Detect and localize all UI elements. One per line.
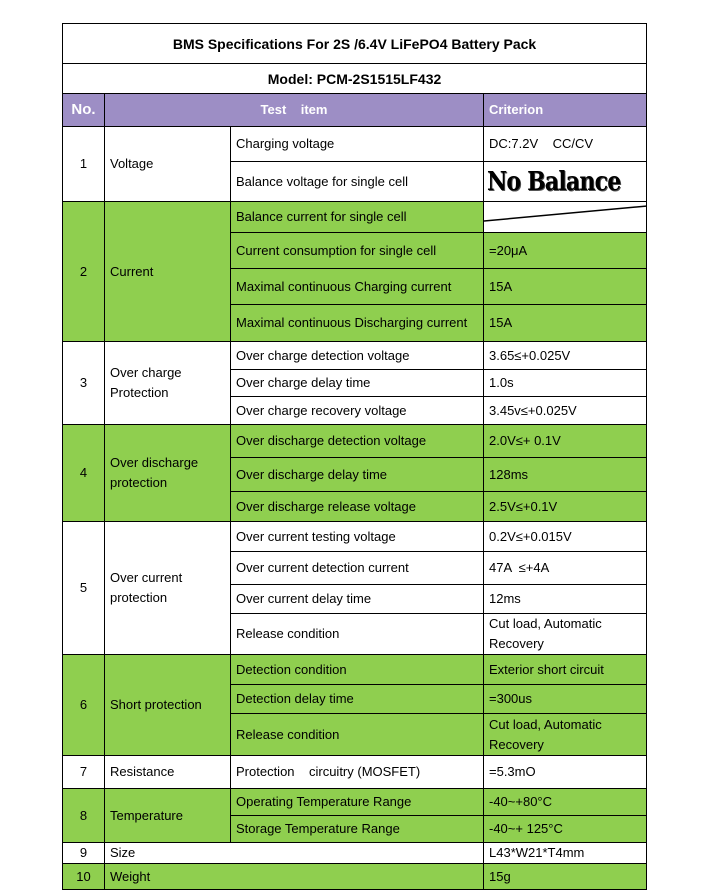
- test-item: Over current delay time: [231, 585, 484, 614]
- criterion: 12ms: [484, 585, 647, 614]
- row-number: 2: [63, 202, 105, 342]
- criterion: =20μA: [484, 233, 647, 269]
- model-label: Model: PCM-2S1515LF432: [63, 64, 647, 94]
- criterion: 47A ≤+4A: [484, 552, 647, 585]
- criterion: 15A: [484, 269, 647, 305]
- category-weight: Weight: [105, 864, 484, 890]
- criterion: 3.45v≤+0.025V: [484, 397, 647, 425]
- test-item: Storage Temperature Range: [231, 816, 484, 843]
- test-item: Protection circuitry (MOSFET): [231, 756, 484, 789]
- row-number: 9: [63, 843, 105, 864]
- row-number: 3: [63, 342, 105, 425]
- category-short-protection: Short protection: [105, 655, 231, 756]
- row-number: 6: [63, 655, 105, 756]
- criterion: 0.2V≤+0.015V: [484, 522, 647, 552]
- test-item: Detection condition: [231, 655, 484, 685]
- no-balance-stamp: No Balance: [484, 162, 647, 202]
- criterion: 128ms: [484, 458, 647, 492]
- test-item: Over charge detection voltage: [231, 342, 484, 370]
- test-item: Over charge recovery voltage: [231, 397, 484, 425]
- test-item: Over current detection current: [231, 552, 484, 585]
- test-item: Over current testing voltage: [231, 522, 484, 552]
- test-item: Detection delay time: [231, 685, 484, 714]
- category-size: Size: [105, 843, 484, 864]
- criterion: =300us: [484, 685, 647, 714]
- test-item: Balance voltage for single cell: [231, 162, 484, 202]
- row-number: 8: [63, 789, 105, 843]
- row-number: 1: [63, 127, 105, 202]
- test-item: Over discharge delay time: [231, 458, 484, 492]
- criterion: Cut load, Automatic Recovery: [484, 714, 647, 756]
- category-current: Current: [105, 202, 231, 342]
- criterion: Exterior short circuit: [484, 655, 647, 685]
- test-item: Maximal continuous Charging current: [231, 269, 484, 305]
- category-voltage: Voltage: [105, 127, 231, 202]
- test-item: Current consumption for single cell: [231, 233, 484, 269]
- criterion: -40~+80°C: [484, 789, 647, 816]
- criterion: 15g: [484, 864, 647, 890]
- document-title: BMS Specifications For 2S /6.4V LiFePO4 Battery Pack: [63, 24, 647, 64]
- criterion: L43*W21*T4mm: [484, 843, 647, 864]
- row-number: 4: [63, 425, 105, 522]
- test-item: Over discharge detection voltage: [231, 425, 484, 458]
- criterion: 3.65≤+0.025V: [484, 342, 647, 370]
- test-item: Maximal continuous Discharging current: [231, 305, 484, 342]
- test-item: Balance current for single cell: [231, 202, 484, 233]
- bms-spec-table: [62, 23, 647, 890]
- criterion: =5.3mO: [484, 756, 647, 789]
- row-number: 5: [63, 522, 105, 655]
- criterion: DC:7.2V CC/CV: [484, 127, 647, 162]
- test-item: Operating Temperature Range: [231, 789, 484, 816]
- criterion: Cut load, Automatic Recovery: [484, 614, 647, 655]
- row-number: 7: [63, 756, 105, 789]
- header-criterion: Criterion: [484, 94, 647, 127]
- test-item: Release condition: [231, 714, 484, 756]
- category-temperature: Temperature: [105, 789, 231, 843]
- criterion: 1.0s: [484, 370, 647, 397]
- criterion: -40~+ 125°C: [484, 816, 647, 843]
- criterion: 2.0V≤+ 0.1V: [484, 425, 647, 458]
- criterion-blank: [484, 202, 647, 233]
- category-resistance: Resistance: [105, 756, 231, 789]
- test-item: Release condition: [231, 614, 484, 655]
- criterion: 15A: [484, 305, 647, 342]
- category-over-discharge: Over discharge protection: [105, 425, 231, 522]
- test-item: Over discharge release voltage: [231, 492, 484, 522]
- header-test-item: Test item: [105, 94, 484, 127]
- strike-line: [484, 202, 647, 232]
- header-no: No.: [63, 94, 105, 127]
- test-item: Over charge delay time: [231, 370, 484, 397]
- category-over-current: Over current protection: [105, 522, 231, 655]
- row-number: 10: [63, 864, 105, 890]
- test-item: Charging voltage: [231, 127, 484, 162]
- criterion: 2.5V≤+0.1V: [484, 492, 647, 522]
- category-over-charge: Over charge Protection: [105, 342, 231, 425]
